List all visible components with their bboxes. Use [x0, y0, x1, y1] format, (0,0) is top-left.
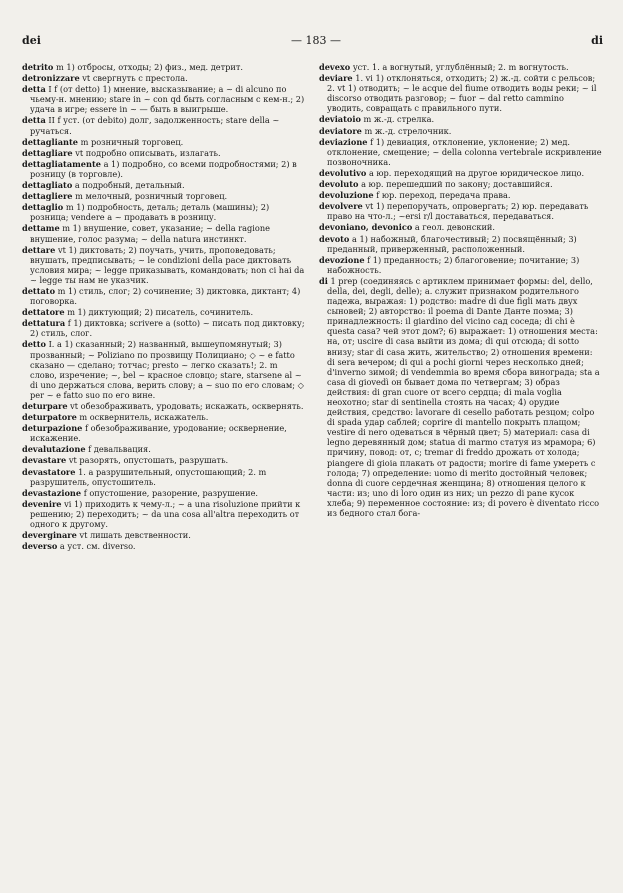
dictionary-entry — [22, 307, 305, 317]
dictionary-entry — [22, 84, 305, 114]
headword: devastatore — [22, 466, 76, 477]
headword: devolvere — [319, 201, 363, 212]
dictionary-entry — [22, 488, 305, 498]
dictionary-entry — [22, 541, 305, 551]
dictionary-entry — [319, 201, 602, 221]
headword: dettato — [22, 285, 56, 296]
page-number: — 183 — — [291, 34, 341, 47]
dictionary-entry — [22, 137, 305, 147]
entry-text: 1. vi 1) отклоняться, отходить; 2) ж.-д. сойти с рельсов; 2. vt 1) отводить; ~ le acque del fiume отводить воды реки; ~ il discorso отводить разговор; ~ fuor ~ dal retto cammino уводить, совращать с правильного пути. — [327, 73, 597, 114]
headword: deviatore — [319, 125, 362, 136]
dictionary-entry — [319, 168, 602, 178]
entry-text: a уст. см. diverso. — [59, 541, 136, 552]
header-left-word: dei — [22, 34, 41, 47]
entry-text: vt разорять, опустошать, разрушать. — [68, 455, 229, 466]
dictionary-entry — [319, 114, 602, 124]
entry-text: I. a 1) сказанный; 2) названный, вышеупомянутый; 3) прозванный; ~ Poliziano по прозвищу Полициано; ◇ ~ e fatto сказано — сделано; тотчас; presto ~ легко сказать!; 2. m слово, изречение; ~, bel ~ красное словцо; stare, starsene al ~ di uno держаться слова, верить слову; a ~ suo по его словам; ◇ per ~ e fatto suo по его вине. — [30, 339, 304, 400]
dictionary-entry — [319, 62, 602, 72]
entry-text: vt 1) диктовать; 2) поучать, учить, проповедовать; внушать, предписывать; ~ le condizioni della pace диктовать условия мира; ~ legge приказывать, командовать; non ci hai da ~ legge ты нам не указчик. — [30, 244, 305, 285]
entry-text: m 1) стиль, слог; 2) сочинение; 3) диктовка, диктант; 4) поговорка. — [30, 285, 301, 307]
dictionary-entry — [22, 62, 305, 72]
entry-text: a 1) набожный, благочестивый; 2) посвящённый; 3) преданный, приверженный, расположенный. — [327, 233, 577, 254]
headword: dettagliatamente — [22, 158, 101, 169]
entry-text: f 1) преданность; 2) благоговение; почитание; 3) набожность. — [327, 254, 580, 275]
entry-text: vt обезображивать, уродовать; искажать, осквернять. — [70, 401, 304, 411]
headword: dettaglio — [22, 202, 64, 213]
dictionary-entry — [22, 530, 305, 540]
dictionary-entry — [22, 455, 305, 465]
entry-text: f обезображивание, уродование; осквернение, искажение. — [30, 423, 287, 444]
dictionary-entry — [22, 401, 305, 411]
entry-text: a 1) подробно, со всеми подробностями; 2) в розницу (в торговле). — [30, 158, 297, 179]
entry-text: 1. a разрушительный, опустошающий; 2. m разрушитель, опустошитель. — [30, 466, 267, 487]
dictionary-entry — [319, 126, 602, 136]
dictionary-entry — [319, 276, 602, 518]
headword: detto — [22, 339, 46, 350]
entry-text: уст. 1. a вогнутый, углублённый; 2. m вогнутость. — [352, 62, 569, 72]
dictionary-entry — [319, 234, 602, 254]
headword: deturpare — [22, 401, 68, 411]
headword: devoto — [319, 233, 350, 244]
dictionary-entry — [319, 222, 602, 232]
headword: dettagliato — [22, 180, 73, 191]
dictionary-entry — [319, 179, 602, 189]
dictionary-entry — [319, 190, 602, 200]
headword: deverginare — [22, 530, 77, 541]
header-right-word: di — [591, 34, 603, 47]
headword: detronizzare — [22, 73, 80, 84]
dictionary-entry — [22, 202, 305, 222]
entry-text: m ж.-д. стрелка. — [363, 114, 435, 125]
entry-text: a юр. перешедший по закону; доставшийся. — [361, 179, 553, 190]
entry-text: II f уст. (от debito) долг, задолженность; stare della ~ ручаться. — [30, 115, 280, 136]
dictionary-entry — [22, 286, 305, 306]
headword: detta — [22, 84, 46, 95]
headword: deturpatore — [22, 412, 77, 423]
entry-text: m 1) отбросы, отходы; 2) физ., мед. детрит. — [56, 62, 244, 72]
headword: dettare — [22, 244, 56, 255]
dictionary-entry — [319, 137, 602, 167]
entry-text: vt свергнуть с престола. — [82, 73, 188, 84]
headword: devoniano, devonico — [319, 222, 413, 233]
headword: dettatore — [22, 307, 65, 318]
dictionary-entry — [22, 115, 305, 135]
left-column — [22, 62, 305, 552]
headword: devolutivo — [319, 167, 367, 178]
headword: devastare — [22, 455, 67, 466]
entry-text: I f (от detto) 1) мнение, высказывание; a ~ di alcuno по чьему-н. мнению; stare in ~ con qd быть согласным с кем-н.; 2) удача в игре; essere in ~ — быть в выигрыше. — [30, 84, 305, 115]
headword: detta — [22, 115, 46, 126]
headword: dettagliere — [22, 191, 73, 202]
entry-text: f 1) девиация, отклонение, уклонение; 2) мед. отклонение, смещение; ~ della colonna vertebrale искривление позвоночника. — [327, 136, 602, 167]
entry-text: vt 1) перепоручать, опровергать; 2) юр. передавать право на что-л.; ~ersi r/l доставаться, передаваться. — [327, 201, 589, 222]
entry-text: m мелочный, розничный торговец. — [75, 191, 228, 202]
entry-text: vi 1) приходить к чему-л.; ~ a una risoluzione прийти к решению; 2) переходить; ~ da una cosa all'altra переходить от одного к другому. — [30, 498, 301, 530]
dictionary-entry — [22, 423, 305, 443]
headword: devozione — [319, 254, 365, 265]
headword: deturpazione — [22, 423, 83, 434]
entry-text: vt подробно описывать, излагать. — [75, 147, 221, 158]
entry-text: f девальвация. — [88, 444, 151, 455]
right-column — [319, 62, 602, 552]
headword: di — [319, 275, 328, 286]
dictionary-entry — [22, 191, 305, 201]
entry-text: a геол. девонский. — [414, 222, 495, 233]
headword: dettagliante — [22, 136, 78, 147]
entry-text: f юр. переход, передача права. — [376, 190, 511, 201]
dictionary-entry — [22, 73, 305, 83]
entry-text: m розничный торговец. — [80, 136, 184, 147]
entry-text: a юр. переходящий на другое юридическое лицо. — [368, 167, 585, 178]
headword: devoluzione — [319, 190, 374, 201]
headword: devoluto — [319, 179, 359, 190]
entry-text: a подробный, детальный. — [74, 180, 185, 191]
dictionary-entry — [22, 245, 305, 285]
dictionary-entry — [22, 467, 305, 487]
headword: dettagliare — [22, 147, 73, 158]
dictionary-entry — [319, 73, 602, 113]
headword: deviare — [319, 73, 353, 84]
headword: devalutazione — [22, 444, 86, 455]
entry-text: m осквернитель, искажатель. — [79, 412, 209, 423]
dictionary-entry — [22, 318, 305, 338]
entry-text: m 1) подробность, деталь; деталь (машины); 2) розница; vendere a ~ продавать в розницу. — [30, 202, 270, 223]
dictionary-entry — [22, 339, 305, 400]
headword: dettame — [22, 223, 60, 234]
dictionary-entry — [22, 180, 305, 190]
headword: detrito — [22, 62, 54, 72]
dictionary-entry — [22, 159, 305, 179]
entry-text: m 1) внушение, совет, указание; ~ della ragione внушение, голос разума; ~ della natura инстинкт. — [30, 223, 270, 244]
headword: devenire — [22, 498, 62, 509]
entry-text: m 1) диктующий; 2) писатель, сочинитель. — [67, 307, 254, 318]
dictionary-entry — [22, 223, 305, 243]
page-header — [22, 34, 603, 54]
entry-text: f 1) диктовка; scrivere a (sotto) ~ писать под диктовку; 2) стиль, слог. — [30, 318, 305, 339]
dictionary-entry — [22, 444, 305, 454]
entry-text: vt лишать девственности. — [79, 530, 191, 541]
dictionary-entry — [22, 148, 305, 158]
columns — [22, 62, 603, 552]
headword: deviatoio — [319, 114, 361, 125]
entry-text: m ж.-д. стрелочник. — [364, 125, 452, 136]
dictionary-entry — [22, 412, 305, 422]
headword: dettatura — [22, 318, 66, 329]
headword: deverso — [22, 541, 58, 552]
headword: devastazione — [22, 487, 82, 498]
headword: deviazione — [319, 136, 368, 147]
dictionary-entry — [22, 499, 305, 529]
dictionary-entry — [319, 255, 602, 275]
entry-text: 1 prep (соединяясь с артиклем принимает формы: del, dello, della, dei, degli, delle); a. служит признаком родительного падежа, выражая: 1) родство: madre di due figli мать двух сыновей; 2) авторство: il poema di Dante Данте поэма; 3) принадлежность: il giardino del vicino сад соседа; di chi è questa casa? чей этот дом?; 6) выражает: 1) отношения места: на, от; uscire di casa выйти из дома; di qui отсюда; di sotto внизу; star di casa жить, жительство; 2) отношения времени: di sera вечером; di qui a pochi giorni через несколько дней; d'inverno зимой; di vendemmia во время сбора винограда; sta a casa di giovedì он бывает дома по четвергам; 3) образ действия: di gran cuore от всего сердца; di mala voglia неохотно; star di sentinella стоять на часах; 4) орудие действия, средство: lavorare di cesello работать резцом; colpo di spada удар саблей; coprire di mantello покрыть плащом; vestire di nero одеваться в чёрный цвет; 5) материал: casa di legno деревянный дом; statua di marmo статуя из мрамора; 6) причину, повод: от, с; tremar di freddo дрожать от холода; piangere di gioia плакать от радости; morire di fame умереть с голода; 7) определение: uomo di merito достойный человек; donna di cuore сердечная женщина; 8) отношения целого к части: из; uno di loro один из них; un pezzo di pane кусок хлеба; 9) переменное состояние: из; di povero è diventato ricco из бедного стал бога- — [327, 275, 600, 519]
headword: devexo — [319, 62, 351, 72]
entry-text: f опустошение, разорение, разрушение. — [83, 487, 259, 498]
